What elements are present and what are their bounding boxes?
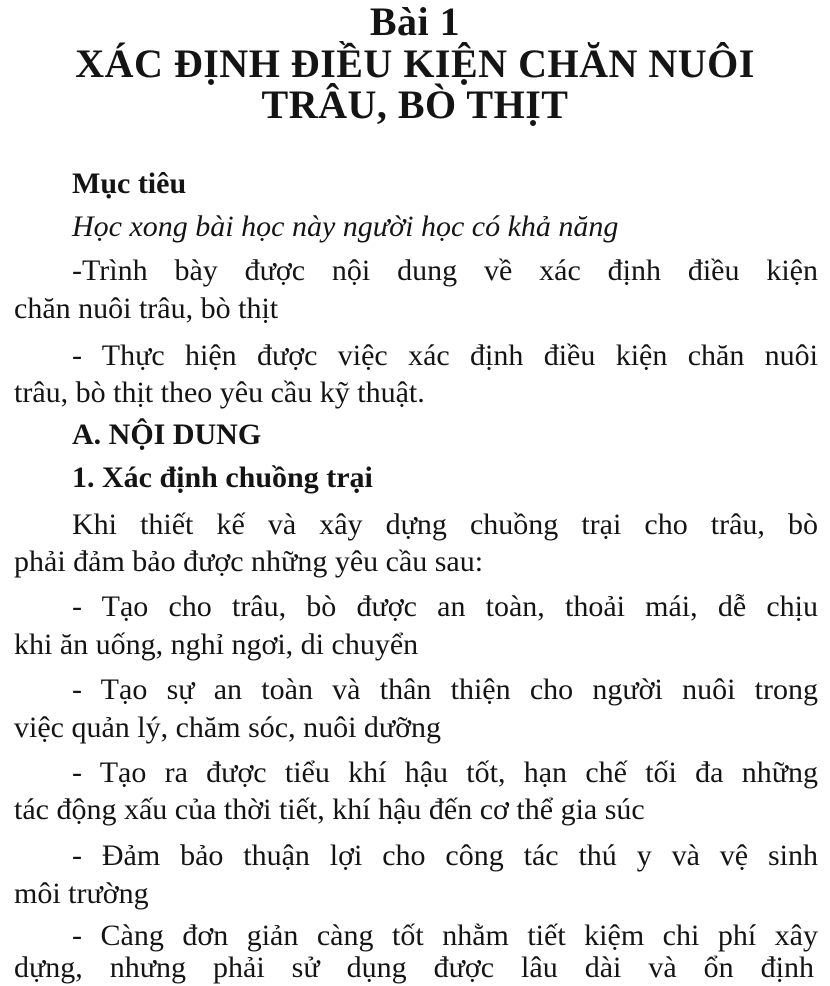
objectives-heading: Mục tiêu [72, 167, 187, 200]
requirement-1-line-2: khi ăn uống, nghỉ ngơi, di chuyển [14, 628, 419, 661]
requirement-5-line-1: - Càng đơn giản càng tốt nhằm tiết kiệm chi phí xây [72, 919, 818, 952]
lesson-title-line-2: TRÂU, BÒ THỊT [261, 82, 569, 127]
requirement-5-line-2: dựng, nhưng phải sử dụng được lâu dài và ổn định [14, 951, 814, 984]
requirement-4-line-2: môi trường [14, 877, 149, 910]
paragraph-line-1: Khi thiết kế và xây dựng chuồng trại cho trâu, bò [72, 508, 818, 541]
objective-item-2-line-1: - Thực hiện được việc xác định điều kiện chăn nuôi [72, 339, 818, 372]
requirement-1-line-1: - Tạo cho trâu, bò được an toàn, thoải mái, dễ chịu [72, 590, 818, 623]
objectives-intro: Học xong bài học này người học có khả năng [72, 210, 619, 243]
objective-item-1-line-1: -Trình bày được nội dung về xác định điều kiện [72, 254, 818, 287]
requirement-4-line-1: - Đảm bảo thuận lợi cho công tác thú y và vệ sinh [72, 839, 818, 872]
objective-item-2-line-2: trâu, bò thịt theo yêu cầu kỹ thuật. [14, 376, 425, 409]
requirement-2-line-2: việc quản lý, chăm sóc, nuôi dưỡng [14, 711, 442, 744]
section-heading: A. NỘI DUNG [72, 418, 262, 451]
requirement-2-line-1: - Tạo sự an toàn và thân thiện cho người nuôi trong [72, 673, 818, 706]
lesson-title-line-1: XÁC ĐỊNH ĐIỀU KIỆN CHĂN NUÔI [75, 41, 755, 86]
paragraph-line-2: phải đảm bảo được những yêu cầu sau: [14, 545, 484, 578]
requirement-3-line-1: - Tạo ra được tiểu khí hậu tốt, hạn chế tối đa những [72, 756, 818, 789]
objective-item-1-line-2: chăn nuôi trâu, bò thịt [14, 292, 279, 325]
subsection-heading: 1. Xác định chuồng trại [72, 461, 373, 494]
lesson-number: Bài 1 [369, 0, 461, 44]
requirement-3-line-2: tác động xấu của thời tiết, khí hậu đến cơ thể gia súc [14, 793, 645, 826]
